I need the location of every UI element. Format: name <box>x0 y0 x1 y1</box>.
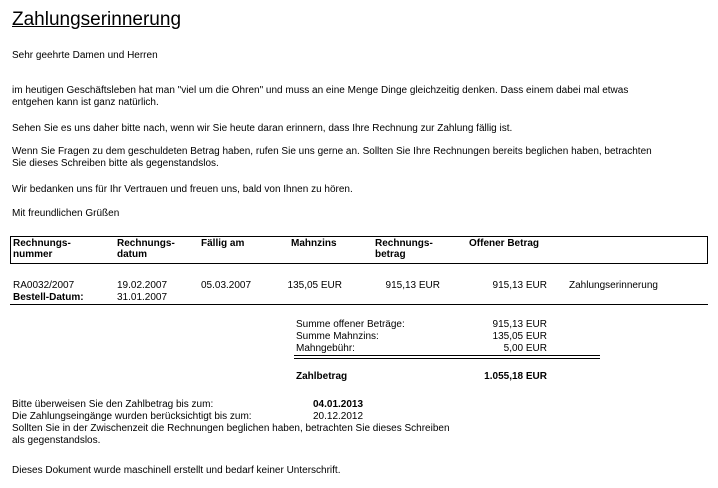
paragraph-1-line-2: entgehen kann ist ganz natürlich. <box>12 97 159 108</box>
paragraph-3-line-1: Wenn Sie Fragen zu dem geschuldeten Betrag haben, rufen Sie uns gerne an. Sollten Sie Ihre Rechnungen bereits beglichen haben, betrachten <box>12 146 652 157</box>
summary-double-rule-top <box>294 355 600 356</box>
fee-label: Mahngebühr: <box>296 343 355 354</box>
paragraph-3-line-2: Sie dieses Schreiben bitte als gegenstandslos. <box>12 158 219 169</box>
row-invoice-date: 19.02.2007 <box>117 280 168 291</box>
transfer-label: Bitte überweisen Sie den Zahlbetrag bis zum: <box>12 399 214 410</box>
fee-value: 5,00 EUR <box>503 343 547 354</box>
closing: Mit freundlichen Grüßen <box>12 208 120 219</box>
open-sum-label: Summe offener Beträge: <box>296 319 405 330</box>
header-dunning-interest: Mahnzins <box>291 238 337 249</box>
header-invoice-date-1: Rechnungs- <box>117 238 175 249</box>
header-invoice-amount-2: betrag <box>375 249 406 260</box>
paragraph-4: Wir bedanken uns für Ihr Vertrauen und freuen uns, bald von Ihnen zu hören. <box>12 184 353 195</box>
header-invoice-number-1: Rechnungs- <box>13 238 71 249</box>
header-due-date: Fällig am <box>201 238 245 249</box>
note-line-1: Sollten Sie in der Zwischenzeit die Rechnungen beglichen haben, betrachten Sie dieses Schreiben <box>12 423 450 434</box>
row-type: Zahlungserinnerung <box>569 280 658 291</box>
table-header-top-border <box>10 236 708 237</box>
total-value: 1.055,18 EUR <box>484 371 547 382</box>
header-open-amount: Offener Betrag <box>469 238 540 249</box>
table-row-divider <box>10 304 708 305</box>
page-title: Zahlungserinnerung <box>12 9 182 30</box>
header-invoice-date-2: datum <box>117 249 147 260</box>
row-due-date: 05.03.2007 <box>201 280 252 291</box>
total-label: Zahlbetrag <box>296 371 348 382</box>
row-invoice-amount: 915,13 EUR <box>385 280 440 291</box>
order-date-value: 31.01.2007 <box>117 292 168 303</box>
paragraph-1-line-1: im heutigen Geschäftsleben hat man "viel um die Ohren" und muss an eine Menge Dinge gleichzeitig denken. Dass einem dabei mal etwas <box>12 85 629 96</box>
note-line-2: als gegenstandslos. <box>12 435 101 446</box>
table-header-bottom-border <box>10 263 708 264</box>
machine-note: Dieses Dokument wurde maschinell erstellt und bedarf keiner Unterschrift. <box>12 465 341 476</box>
greeting: Sehr geehrte Damen und Herren <box>12 50 158 61</box>
paragraph-2: Sehen Sie es uns daher bitte nach, wenn wir Sie heute daran erinnern, dass Ihre Rechnung zur Zahlung fällig ist. <box>12 123 513 134</box>
order-date-label: Bestell-Datum: <box>13 292 84 303</box>
row-invoice-number: RA0032/2007 <box>13 280 75 291</box>
table-header-right-border <box>707 236 708 264</box>
open-sum-value: 915,13 EUR <box>492 319 547 330</box>
row-dunning-interest: 135,05 EUR <box>287 280 342 291</box>
summary-double-rule-bottom <box>294 358 600 359</box>
header-invoice-amount-1: Rechnungs- <box>375 238 433 249</box>
transfer-date: 04.01.2013 <box>313 399 364 410</box>
considered-label: Die Zahlungseingänge wurden berücksichtigt bis zum: <box>12 411 252 422</box>
row-open-amount: 915,13 EUR <box>492 280 547 291</box>
interest-sum-label: Summe Mahnzins: <box>296 331 379 342</box>
table-header-left-border <box>10 236 11 264</box>
interest-sum-value: 135,05 EUR <box>492 331 547 342</box>
header-invoice-number-2: nummer <box>13 249 53 260</box>
considered-date: 20.12.2012 <box>313 411 364 422</box>
